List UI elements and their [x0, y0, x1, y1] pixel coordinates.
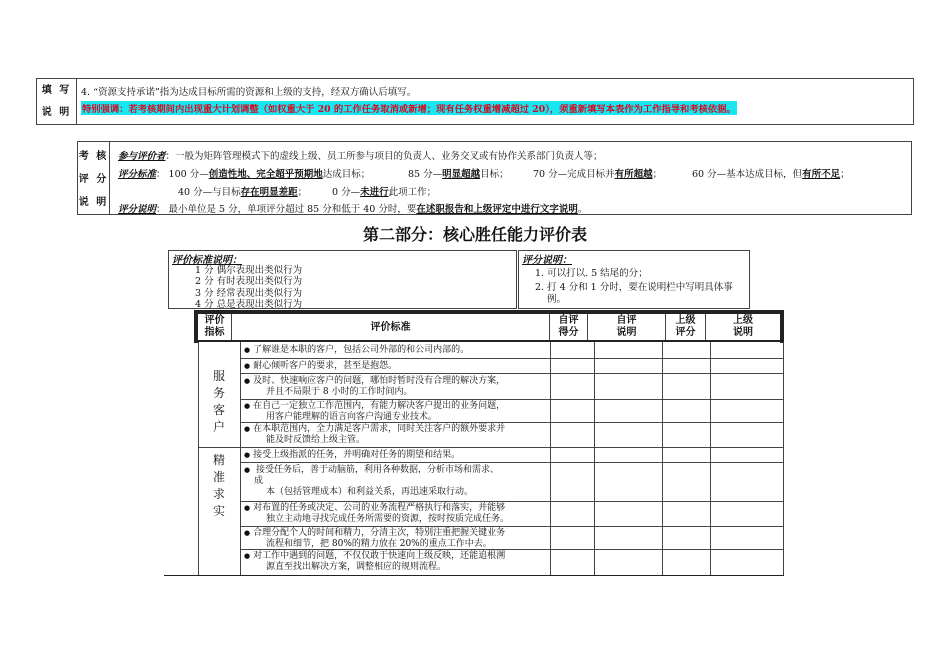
score-60-line — [692, 166, 850, 180]
score-85-suffix: 目标； — [480, 169, 509, 180]
header-self-score-line-2: 得分 — [558, 327, 579, 338]
eval-label-line-2: 评 分 — [78, 174, 109, 185]
score-85-emphasis: 明显超越 — [442, 169, 481, 180]
criterion-text: 及时、快速响应客户的问题，哪怕时暂时没有合理的解决方案， — [253, 376, 506, 386]
criterion-text: 在自己一定独立工作范围内，有能力解决客户提出的业务问题， — [253, 401, 506, 411]
criterion-text-continued: 用客户能理解的语言向客户沟通专业技术。 — [266, 412, 438, 422]
scoring-note-item: 例。 — [547, 294, 567, 305]
category-char: 精 — [212, 453, 225, 467]
table-bottom-border — [164, 575, 784, 576]
category-char: 求 — [212, 487, 225, 501]
criterion-row — [244, 503, 550, 525]
fill-instructions-text — [81, 79, 911, 124]
scoring-explanation-text: ： 最小单位是 5 分，单项评分超过 85 分和低于 40 分时，要 — [156, 204, 417, 215]
table-header-border — [194, 340, 784, 342]
score-100-emphasis: 创造性地、完全超乎预期地 — [208, 169, 323, 180]
bullet-icon: ● — [244, 362, 251, 370]
table-right-border — [780, 310, 784, 343]
category-char: 户 — [212, 420, 225, 434]
grid-line — [240, 342, 241, 575]
scoring-explanation-end: 。 — [577, 204, 588, 215]
page-title: 第二部分：核心胜任能力评价表 — [362, 225, 587, 244]
scoring-explanation-line — [118, 201, 587, 215]
bullet-icon: ● — [244, 402, 251, 410]
score-0-line — [332, 184, 436, 198]
header-supervisor-note-line-1: 上级 — [733, 315, 753, 326]
criterion-text-continued: 独立主动地寻找完成任务所需要的资源，按时按质完成任务。 — [266, 514, 510, 524]
header-standard: 评价标准 — [232, 314, 550, 340]
criterion-row — [244, 345, 550, 356]
bullet-icon: ● — [244, 466, 251, 474]
score-0-suffix: 此项工作； — [388, 187, 437, 198]
score-40-suffix: ； — [297, 187, 308, 198]
fill-note-item-4: 4. “资源支持承诺”指为达成目标所需的资源和上级的支持，经双方确认后填写。 — [81, 87, 417, 98]
score-70-prefix: 70 分—完成目标并 — [533, 169, 615, 180]
criterion-row — [244, 465, 550, 498]
header-self-note-line-1: 自评 — [616, 315, 637, 326]
score-0-prefix: 0 分— — [332, 187, 361, 198]
header-self-note — [588, 314, 666, 340]
criterion-text-continued: 成 — [254, 476, 264, 486]
fill-note-special-emphasis: 特别强调：若考核期间内出现重大计划调整（如权重大于 20 的工作任务取消或新增；现有任务权重增减超过 20），须重新填写本表作为工作指导和考核依据。 — [81, 101, 737, 115]
scoring-notes-legend — [518, 250, 750, 309]
bullet-icon: ● — [244, 377, 251, 385]
grid-line — [198, 342, 199, 575]
participants-key: 参与评价者 — [118, 151, 166, 162]
header-indicator-line-2: 指标 — [204, 327, 225, 338]
fill-instructions-box — [36, 78, 914, 125]
row-line — [240, 358, 783, 359]
header-supervisor-note-line-2: 说明 — [733, 327, 753, 338]
row-line — [240, 526, 783, 527]
bullet-icon: ● — [244, 529, 251, 537]
score-40-line — [178, 184, 307, 198]
row-line — [240, 462, 783, 463]
criterion-text: 接受任务后，善于动脑筋，利用各种数据，分析市场和需求、 — [253, 465, 499, 475]
criterion-text: 在本职范围内，全力满足客户需求，同时关注客户的额外要求并 — [253, 424, 506, 434]
bullet-icon: ● — [244, 552, 251, 560]
category-char: 务 — [212, 386, 225, 400]
criterion-text-continued: 源直至找出解决方案，调整相应的规则流程。 — [266, 562, 447, 572]
eval-label-line-3: 说 明 — [78, 197, 109, 208]
score-40-prefix: 40 分—与目标 — [178, 187, 241, 198]
criterion-text: 合理分配个人的时间和精力，分清主次，特别注重把握关键业务 — [253, 528, 506, 538]
row-line — [240, 399, 783, 400]
header-self-score — [550, 314, 588, 340]
score-60-prefix: 60 分—基本达成目标，但 — [692, 169, 803, 180]
fill-label-line-2: 说 明 — [41, 107, 72, 118]
category-precise-practical — [210, 452, 228, 520]
scoring-explanation-emphasis: 在述职报告和上级评定中进行文字说明 — [416, 204, 578, 215]
criterion-row — [244, 424, 550, 446]
criterion-row — [244, 361, 550, 372]
fill-label-line-1: 填 写 — [41, 85, 72, 96]
participants-text: ：一般为矩阵管理模式下的虚线上级、员工所参与项目的负责人、业务交叉或有协作关系部门负责人等； — [165, 151, 603, 162]
header-supervisor-score — [666, 314, 706, 340]
score-0-emphasis: 未进行 — [360, 187, 389, 198]
scoring-standard-line — [118, 166, 370, 180]
score-100-prefix: ： 100 分— — [156, 169, 209, 180]
scoring-explanation-key: 评分说明 — [118, 204, 157, 215]
score-70-line — [533, 166, 662, 180]
criterion-text: 耐心倾听客户的要求，甚至是抱怨。 — [253, 361, 398, 371]
appraisal-instructions-box — [77, 141, 912, 215]
rating-standard-legend-title: 评价标准说明： — [172, 255, 242, 266]
criterion-text: 对工作中遇到的问题，不仅仅敢于快速向上级反映，还能追根溯 — [253, 551, 506, 561]
criterion-row — [244, 528, 550, 550]
header-supervisor-note — [706, 314, 780, 340]
bullet-icon: ● — [244, 504, 251, 512]
score-70-suffix: ； — [652, 169, 663, 180]
criterion-row — [244, 401, 550, 423]
score-85-prefix: 85 分— — [408, 169, 443, 180]
category-char: 准 — [212, 470, 225, 484]
rating-standard-item: 1 分 偶尔表现出类似行为 — [195, 265, 303, 276]
score-60-emphasis: 有所不足 — [802, 169, 841, 180]
scoring-notes-legend-title: 评分说明： — [522, 255, 572, 266]
rating-standard-item: 4 分 总是表现出类似行为 — [195, 299, 303, 310]
header-self-note-line-2: 说明 — [616, 327, 637, 338]
row-line — [240, 501, 783, 502]
scoring-note-item: 2. 打 4 分和 1 分时，要在说明栏中写明具体事 — [535, 282, 733, 293]
criterion-text: 接受上级指派的任务，并明确对任务的期望和结果。 — [253, 450, 461, 460]
rating-standard-item: 2 分 有时表现出类似行为 — [195, 276, 303, 287]
grid-line — [550, 342, 551, 575]
fill-instructions-label — [37, 79, 77, 124]
criterion-text: 了解谁是本职的客户，包括公司外部的和公司内部的。 — [253, 345, 470, 355]
eval-label-line-1: 考 核 — [78, 151, 109, 162]
header-supervisor-score-line-2: 评分 — [675, 327, 696, 338]
category-char: 实 — [212, 504, 225, 518]
grid-line — [710, 342, 711, 575]
participants-line — [118, 148, 603, 162]
bullet-icon: ● — [244, 451, 251, 459]
category-line — [198, 447, 783, 448]
criterion-text-continued: 能及时反馈给上级主管。 — [266, 435, 366, 445]
header-indicator-line-1: 评价 — [204, 315, 225, 326]
criterion-row — [244, 376, 550, 398]
category-serve-customer — [210, 368, 228, 436]
criterion-row — [244, 450, 550, 461]
header-indicator — [198, 314, 232, 340]
criterion-text-continued: 本（包括管理成本）和利益关系，再迅速采取行动。 — [266, 487, 474, 497]
header-supervisor-score-line-1: 上级 — [675, 315, 696, 326]
rating-standard-item: 3 分 经常表现出类似行为 — [195, 288, 303, 299]
rating-standard-legend — [168, 250, 517, 309]
row-line — [240, 373, 783, 374]
scoring-note-item: 1. 可以打以. 5 结尾的分； — [535, 268, 648, 279]
criterion-text: 对布置的任务或决定、公司的业务流程严格执行和落实，并能够 — [253, 503, 506, 513]
bullet-icon: ● — [244, 346, 251, 354]
score-100-suffix: 达成目标； — [322, 169, 371, 180]
appraisal-instructions-label — [78, 142, 110, 214]
bullet-icon: ● — [244, 425, 251, 433]
criterion-text-continued: 流程和细节，把 80%的精力放在 20%的重点工作中去。 — [266, 539, 492, 549]
scoring-standard-key: 评分标准 — [118, 169, 157, 180]
category-char: 客 — [212, 403, 225, 417]
score-60-suffix: ； — [840, 169, 850, 180]
criterion-text-continued: 并且不局限于 8 小时的工作时间内。 — [266, 387, 413, 397]
header-self-score-line-1: 自评 — [558, 315, 579, 326]
grid-line — [662, 342, 663, 575]
grid-line — [594, 342, 595, 575]
category-char: 服 — [212, 369, 225, 383]
score-40-emphasis: 存在明显差距 — [240, 187, 298, 198]
score-70-emphasis: 有所超越 — [614, 169, 653, 180]
criterion-row — [244, 551, 550, 573]
score-85-line — [408, 166, 509, 180]
grid-line — [783, 342, 784, 575]
